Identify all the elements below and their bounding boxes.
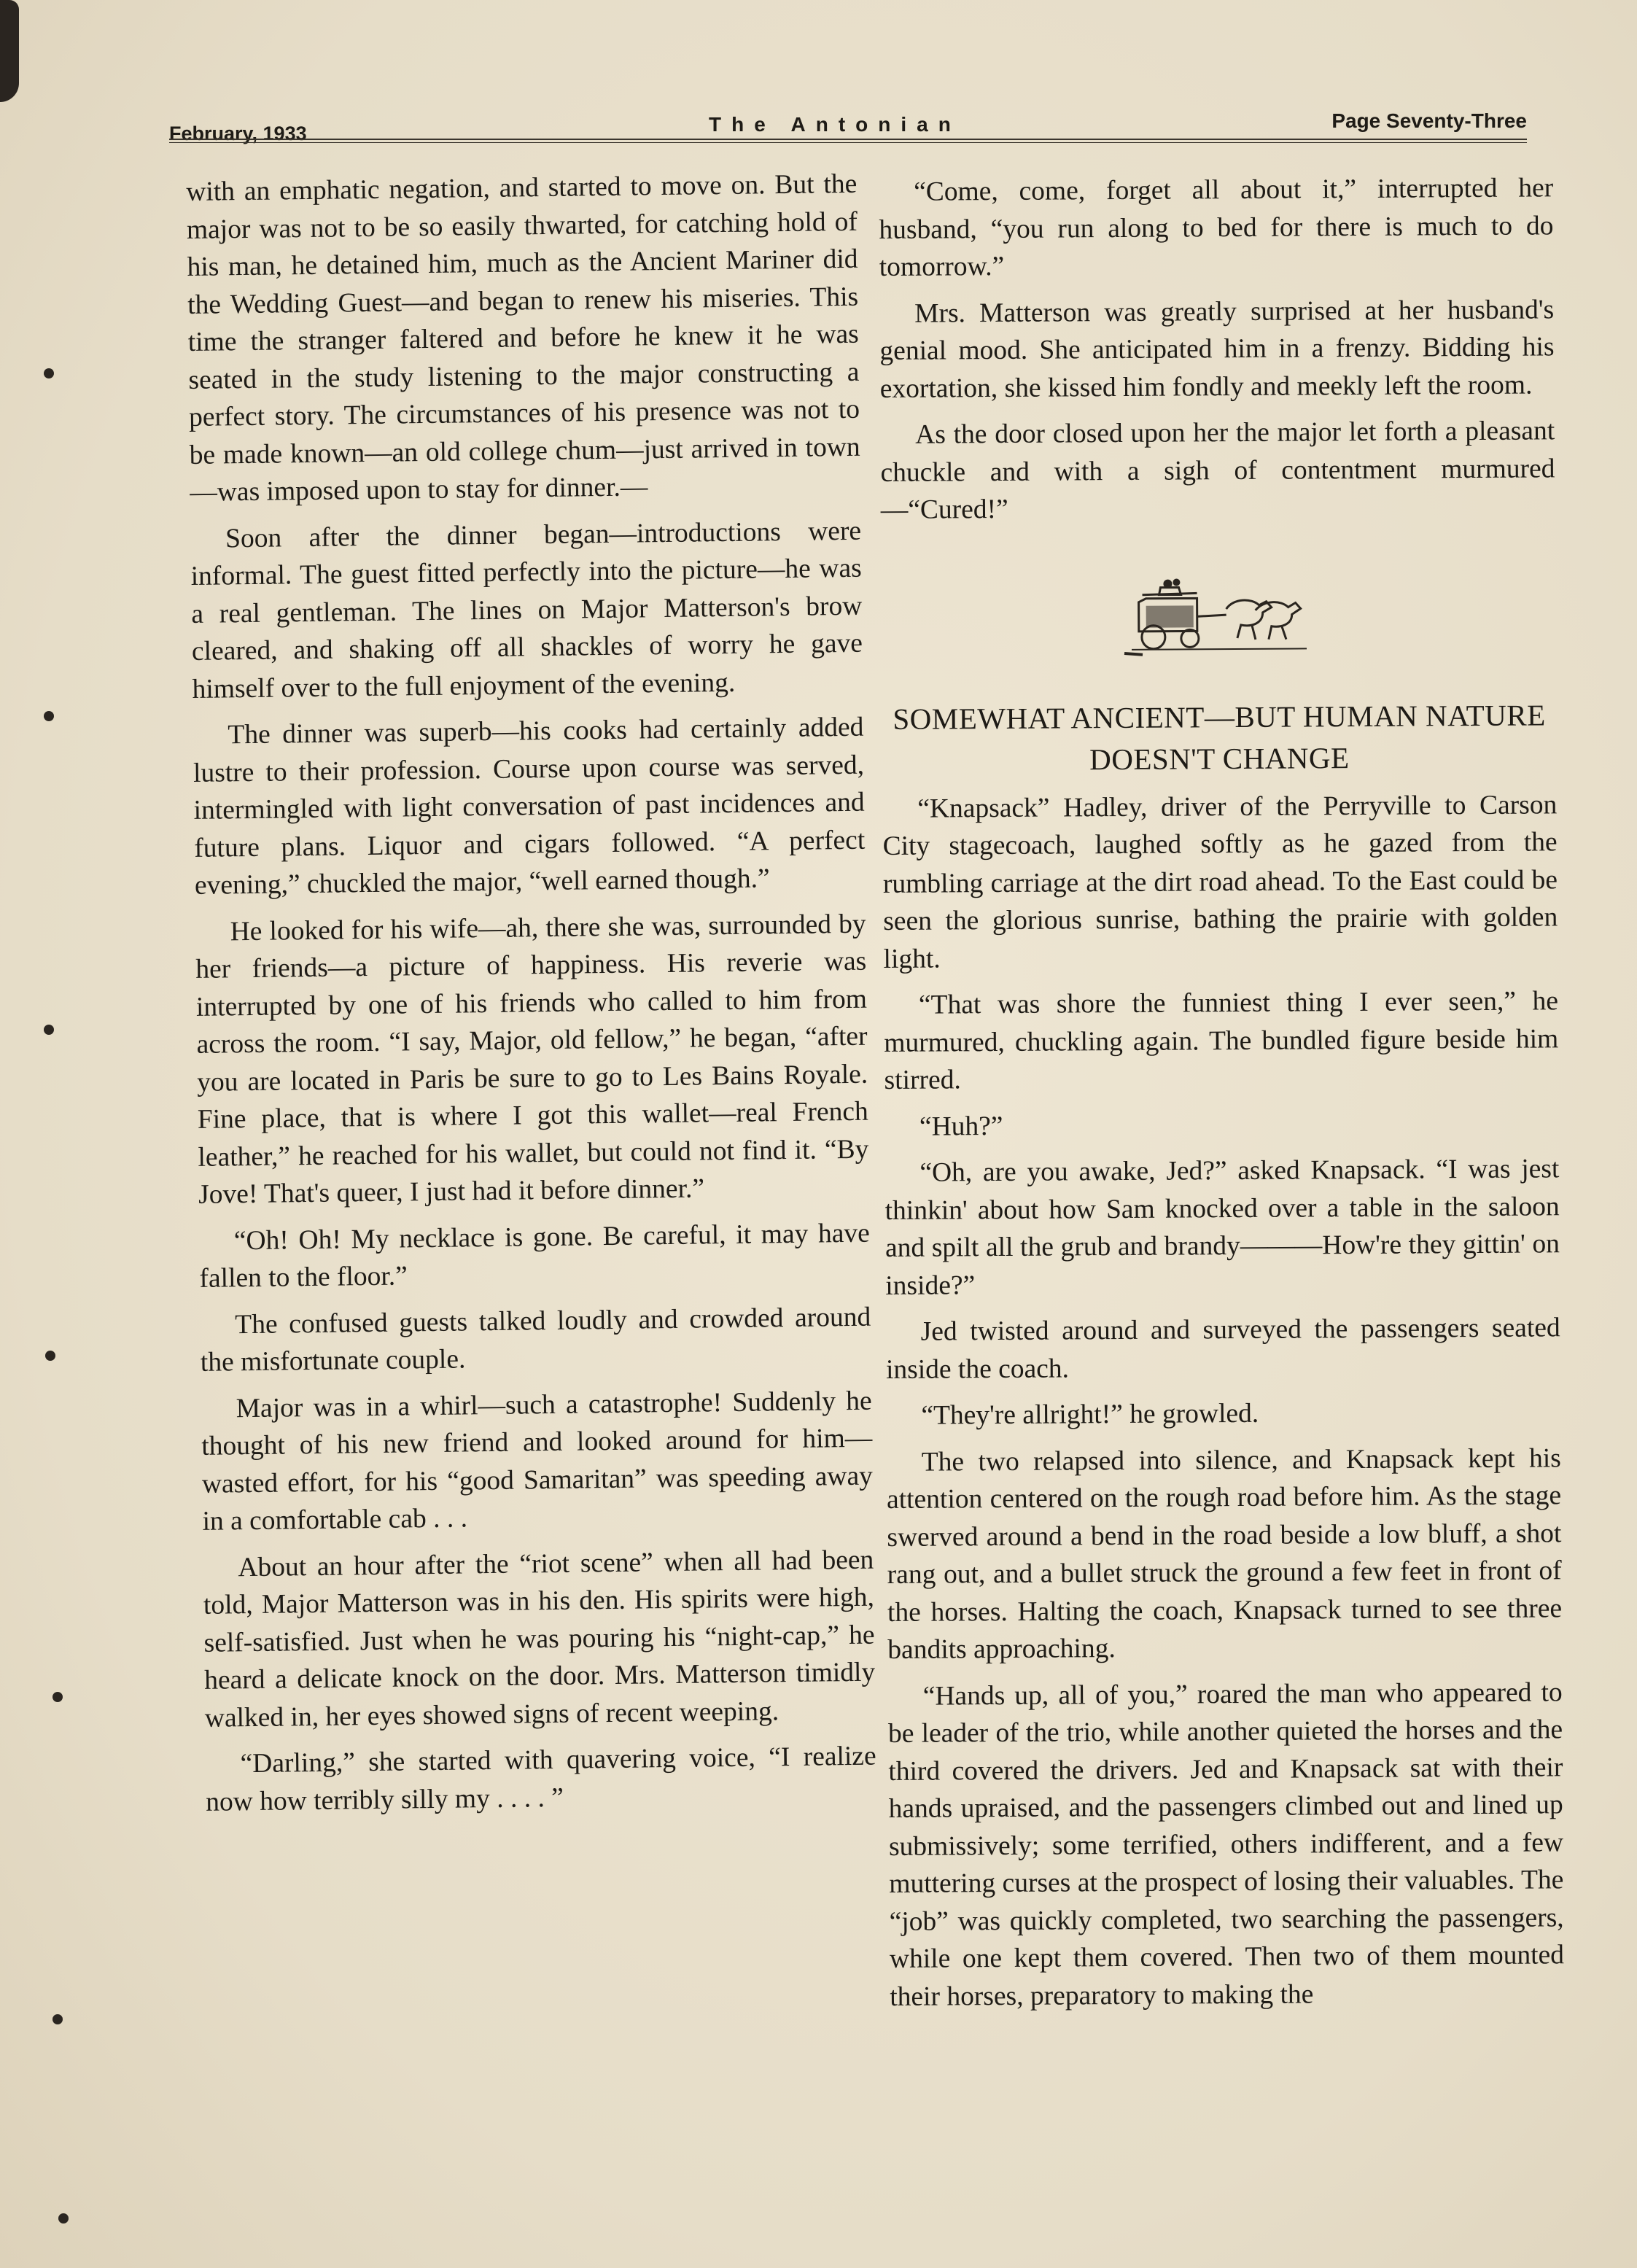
- paragraph: “Oh! Oh! My necklace is gone. Be careful, it may have fallen to the floor.”: [199, 1218, 871, 1294]
- paragraph: Soon after the dinner began—introductions were informal. The guest fitted perfectly into the picture—he was a real gentleman. The lines on Major Matterson's brow cleared, and shaking off all shackles of worry he gave himself over to the full enjoyment of the evening.: [190, 516, 863, 704]
- paragraph: “They're allright!” he growled.: [921, 1398, 1259, 1431]
- paragraph: “Huh?”: [919, 1111, 1003, 1142]
- left-column: [186, 166, 877, 1830]
- issue-date: February, 1933: [169, 123, 307, 144]
- paragraph: “Knapsack” Hadley, driver of the Perryville to Carson City stagecoach, laughed softly as he gazed from the rumbling carriage at the dirt road ahead. To the East could be seen the glorious sunrise, bathing the prairie with golden light.: [882, 789, 1558, 974]
- paragraph: “Darling,” she started with quavering voice, “I realize now how terribly silly my . . . . ”: [206, 1741, 876, 1817]
- paragraph: About an hour after the “riot scene” when all had been told, Major Matterson was in his den. His spirits were high, self-satisfied. Just when he was pouring his “night-cap,” he heard a delicate knock on the door. Mrs. Matterson timidly walked in, her eyes showed signs of recent weeping.: [203, 1545, 876, 1733]
- binding-hole: [44, 711, 54, 721]
- binding-hole: [45, 1351, 55, 1361]
- paragraph: He looked for his wife—ah, there she was, surrounded by her friends—a picture of happiness. His reverie was interrupted by one of his friends who called to him from across the room. “I say, Major, old fellow,” he began, “after you are located in Paris be sure to go to Les Bains Royale. Fine place, that is where I got this wallet—real French leather,” he reached for his wallet, but could not find it. “By Jove! That's queer, I just had it before dinner.”: [195, 909, 869, 1210]
- torn-corner: [0, 0, 19, 102]
- binding-hole: [53, 2014, 63, 2024]
- paragraph: “Hands up, all of you,” roared the man who appeared to be leader of the trio, while another quieted the horses and the third covered the drivers. Jed and Knapsack sat with their hands upraised, and the passengers climbed out and lined up submissively; some terrified, others indifferent, and a few muttering curses at the prospect of losing their valuables. The “job” was quickly completed, two searching the passengers, while one kept them covered. Then two of them mounted their horses, preparatory to making the: [887, 1677, 1565, 2012]
- right-column: [879, 169, 1564, 2024]
- binding-hole: [44, 1025, 54, 1035]
- paragraph: The two relapsed into silence, and Knapsack kept his attention centered on the rough road before him. As the stage swerved around a bend in the road beside a low bluff, a shot rang out, and a bullet struck the ground a few feet in front of the horses. Halting the coach, Knapsack turned to see three bandits approaching.: [886, 1442, 1563, 1665]
- paragraph: Jed twisted around and surveyed the passengers seated inside the coach.: [885, 1313, 1560, 1385]
- paragraph: “That was shore the funniest thing I ever seen,” he murmured, chuckling again. The bundled figure beside him stirred.: [884, 986, 1559, 1095]
- header-rule: [169, 139, 1527, 143]
- paragraph: The confused guests talked loudly and crowded around the misfortunate couple.: [200, 1302, 871, 1378]
- magazine-title: The Antonian: [709, 113, 961, 136]
- stagecoach-illustration-icon: [1109, 557, 1329, 661]
- story-title: SOMEWHAT ANCIENT—BUT HUMAN NATURE DOESN'T CHANGE: [893, 697, 1546, 776]
- binding-edge: [0, 0, 51, 2268]
- paragraph: The dinner was superb—his cooks had certainly added lustre to their profession. Course upon course was served, intermingled with light conversation of past incidences and future plans. Liquor and cigars followed. “A perfect evening,” chuckled the major, “well earned though.”: [193, 712, 866, 901]
- binding-hole: [53, 1692, 63, 1702]
- paragraph: “Come, come, forget all about it,” interrupted her husband, “you run along to bed for there is much to do tomorrow.”: [879, 173, 1554, 282]
- paragraph: “Oh, are you awake, Jed?” asked Knapsack. “I was jest thinkin' about how Sam knocked over a table in the saloon and spilt all the grub and brandy———How're they gittin' on inside?”: [884, 1154, 1560, 1301]
- paragraph: Mrs. Matterson was greatly surprised at her husband's genial mood. She anticipated him in a frenzy. Bidding his exortation, she kissed him fondly and meekly left the room.: [879, 294, 1555, 404]
- paragraph: As the door closed upon her the major let forth a pleasant chuckle and with a sigh of contentment murmured—“Cured!”: [880, 416, 1555, 525]
- paragraph: with an emphatic negation, and started to move on. But the major was not to be so easily thwarted, for catching hold of his man, he detained him, much as the Ancient Mariner did the Wedding Guest—and began to renew his miseries. This time the stranger faltered and before he knew it he was seated in the study listening to the major constructing a perfect story. The circumstances of his presence was not to be made known—an old college chum—just arrived in town—was imposed upon to stay for dinner.—: [186, 168, 860, 508]
- binding-hole: [58, 2213, 69, 2224]
- page-number: Page Seventy-Three: [1331, 109, 1527, 132]
- paragraph: Major was in a whirl—such a catastrophe! Suddenly he thought of his new friend and looked around for him—wasted effort, for his “good Samaritan” was speeding away in a comfortable cab . . .: [201, 1386, 874, 1537]
- binding-hole: [44, 368, 54, 378]
